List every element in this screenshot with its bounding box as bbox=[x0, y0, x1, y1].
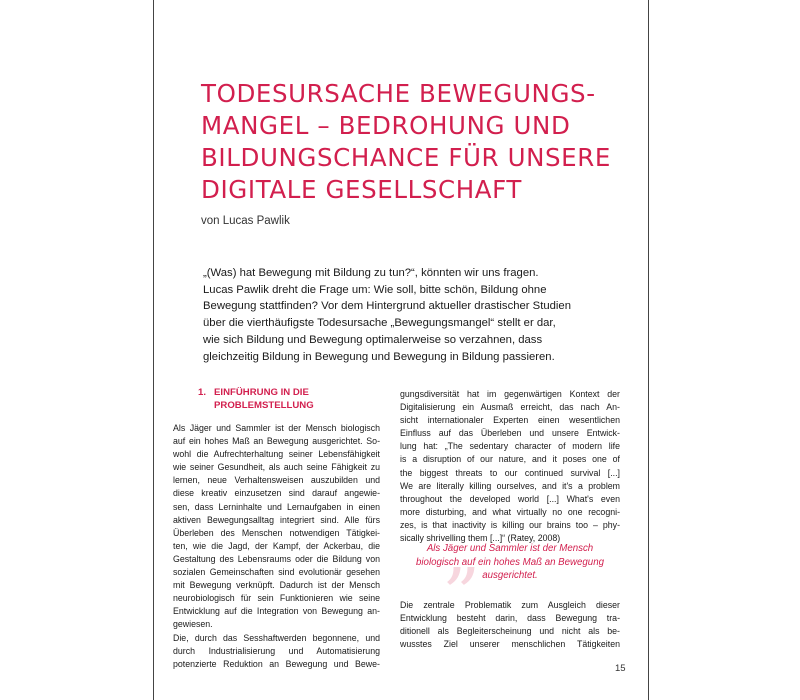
body-line: auf ein hohes Maß an Bewegung ausgerichtet. So- bbox=[173, 436, 380, 447]
body-column-right bbox=[400, 388, 620, 545]
body-line: wusstes Ziel unserer menschlichen Tätigkeiten bbox=[400, 639, 620, 650]
body-line: wohl die Aufrechterhaltung seiner Lebensfähigkeit bbox=[173, 449, 380, 460]
body-line: aktiven Bewegungsalltag integriert sind. Alle fürs bbox=[173, 514, 380, 525]
body-line: Die zentrale Problematik zum Ausgleich dieser bbox=[400, 600, 620, 610]
lead-line: wie sich Bildung und Bewegung optimalerweise so verzahnen, dass bbox=[203, 333, 543, 346]
pull-quote-line: ausgerichtet. bbox=[482, 570, 538, 582]
body-line: Digitalisierung ein Ausmaß erreicht, das nach An- bbox=[400, 402, 620, 413]
pull-quote-line: Als Jäger und Sammler ist der Mensch bbox=[426, 543, 594, 554]
quote-mark-icon: „ bbox=[444, 508, 476, 592]
title-line: TODESURSACHE BEWEGUNGS- bbox=[201, 79, 596, 108]
body-line: is a disruption of our nature, and it poses one of bbox=[400, 454, 620, 465]
body-line: lung hat: „The sedentary character of modern life bbox=[400, 441, 620, 452]
page-number: 15 bbox=[615, 663, 626, 674]
body-line: gewiesen. bbox=[173, 619, 213, 630]
author-byline: von Lucas Pawlik bbox=[201, 215, 290, 227]
lead-paragraph bbox=[203, 265, 603, 365]
body-line: diese kreativ einzusetzen sind darauf angewie- bbox=[173, 488, 380, 499]
body-line: durch Industrialisierung und Automatisierung bbox=[173, 645, 380, 656]
body-line: Gestaltung des Lebensraums oder die Bildung von bbox=[173, 553, 380, 564]
body-line: We are literally killing ourselves, and it's a problem bbox=[400, 480, 620, 491]
body-line: Entwicklung besteht darin, dass Bewegung tra- bbox=[400, 613, 620, 624]
body-line: throughout the developed world [...] What's even bbox=[400, 493, 620, 504]
pull-quote-line: biologisch auf ein hohes Maß an Bewegung bbox=[416, 556, 604, 568]
body-line: more disturbing, and what virtually no one recogni- bbox=[400, 506, 620, 517]
body-column-left bbox=[173, 422, 380, 671]
lead-line: Bewegung stattfinden? Vor dem Hintergrund aktueller drastischer Studien bbox=[203, 300, 571, 313]
document-page bbox=[153, 0, 649, 700]
body-line: Die, durch das Sesshaftwerden begonnene, und bbox=[173, 632, 380, 643]
body-line: ten, wie die Jagd, der Kampf, der Ackerbau, die bbox=[173, 540, 380, 551]
body-column-right-continued bbox=[400, 599, 620, 651]
body-line: Überleben des Menschen notwendigen Tätigkei- bbox=[173, 527, 380, 538]
article-title bbox=[201, 78, 641, 206]
lead-line: „(Was) hat Bewegung mit Bildung zu tun?“, könnten wir uns fragen. bbox=[203, 267, 539, 279]
body-line: lernen, neue Verhaltensweisen auszubilden und bbox=[173, 475, 380, 486]
body-line: neurobiologisch für sein Funktionieren wie seine bbox=[173, 593, 380, 604]
body-line: gungsdiversität hat im gegenwärtigen Kontext der bbox=[400, 389, 620, 399]
body-line: the biggest threats to our continued survival [...] bbox=[400, 467, 620, 478]
body-line: mit Bewegung verknüpft. Dadurch ist der Mensch bbox=[173, 580, 380, 591]
section-number: 1. bbox=[198, 387, 207, 398]
body-line: sozialen Gemeinschaften sind evolutionär gesehen bbox=[173, 567, 380, 578]
section-heading-line: PROBLEMSTELLUNG bbox=[214, 399, 314, 411]
title-line: MANGEL – BEDROHUNG UND bbox=[201, 111, 571, 140]
body-line: Einfluss auf das Überleben und unsere Entwick- bbox=[400, 428, 620, 439]
lead-line: über die vierthäufigste Todesursache „Bewegungsmangel“ stellt er dar, bbox=[203, 317, 556, 330]
body-line: sen, dass Lerninhalte und Lernaufgaben in einen bbox=[173, 501, 380, 512]
body-line: zes, is that inactivity is killing our brains too – phy- bbox=[400, 519, 620, 530]
body-line: Entwicklung auf die Integration von Bewegung an- bbox=[173, 606, 380, 617]
section-heading-line: EINFÜHRUNG IN DIE bbox=[214, 387, 309, 398]
title-line: BILDUNGSCHANCE FÜR UNSERE bbox=[201, 143, 611, 172]
lead-line: gleichzeitig Bildung in Bewegung und Bewegung in Bildung passieren. bbox=[203, 350, 555, 363]
body-line: ditionell als Begleiterscheinung und nicht als be- bbox=[400, 626, 620, 637]
title-line: DIGITALE GESELLSCHAFT bbox=[201, 175, 522, 204]
body-line: Als Jäger und Sammler ist der Mensch biologisch bbox=[173, 423, 380, 433]
body-line: wie seiner Gesundheit, als auch seine Fähigkeit zu bbox=[173, 462, 380, 473]
body-line: potenzierte Reduktion an Bewegung und Bewe- bbox=[173, 658, 380, 669]
lead-line: Lucas Pawlik dreht die Frage um: Wie soll, bitte schön, Bildung ohne bbox=[203, 283, 547, 296]
body-line: sically shrivelling them [...]“ (Ratey, 2008) bbox=[400, 533, 561, 544]
body-line: sicht internationaler Experten einen wesentlichen bbox=[400, 415, 620, 426]
